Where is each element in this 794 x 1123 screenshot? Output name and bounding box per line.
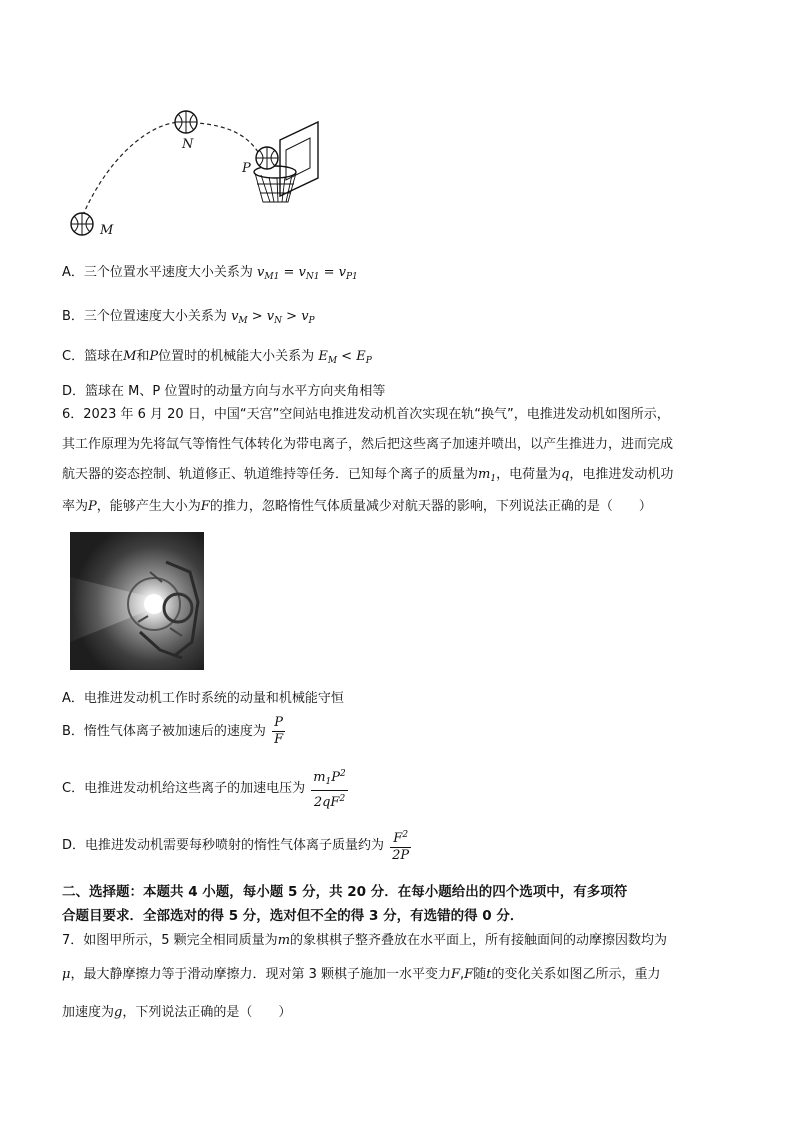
label-n: N xyxy=(182,137,194,152)
q5-option-a: A．三个位置水平速度大小关系为 $v_{M1} = v_{N1} = v_{P1}$ xyxy=(62,265,358,282)
q6-option-c: C．电推进发动机给这些离子的加速电压为 $\frac{m_1P^2}{2qF^2}$ xyxy=(62,766,348,811)
basketball-n-icon xyxy=(175,111,197,133)
q5-option-c: C．篮球在M和P位置时的机械能大小关系为 $E_M < E_P$ xyxy=(62,349,372,366)
q7-stem-line1: 7．如图甲所示，5 颗完全相同质量为m的象棋棋子整齐叠放在水平面上，所有接触面间的动摩擦因数均为 xyxy=(62,933,668,948)
label-p: P xyxy=(242,161,251,176)
section2-heading-line1: 二、选择题：本题共 4 小题，每小题 5 分，共 20 分．在每小题给出的四个选项中，有多项符 xyxy=(62,884,628,900)
trajectory-curve xyxy=(80,122,260,222)
q6-stem-line4: 率为P，能够产生大小为F的推力，忽略惰性气体质量减少对航天器的影响，下列说法正确的是（ ） xyxy=(62,499,652,514)
q7-stem-line2: μ，最大静摩擦力等于滑动摩擦力．现对第 3 颗棋子施加一水平变力F,F随t的变化关系如图乙所示，重力 xyxy=(62,967,661,982)
basketball-trajectory-figure xyxy=(60,100,350,250)
q6-stem-line2: 其工作原理为先将氙气等惰性气体转化为带电离子，然后把这些离子加速并喷出，以产生推进力，进而完成 xyxy=(62,437,674,452)
q6-stem-line1: 6．2023 年 6 月 20 日，中国“天宫”空间站电推进发动机首次实现在轨“换气”，电推进发动机如图所示， xyxy=(62,407,670,422)
label-m: M xyxy=(100,223,114,238)
basketball-p-icon xyxy=(256,147,278,169)
q6-option-a: A．电推进发动机工作时系统的动量和机械能守恒 xyxy=(62,691,344,706)
basketball-m-icon xyxy=(71,213,93,235)
q5-option-d: D．篮球在 M、P 位置时的动量方向与水平方向夹角相等 xyxy=(62,384,386,399)
q6-option-d: D．电推进发动机需要每秒喷射的惰性气体离子质量约为 $\frac{F^2}{2P}$ xyxy=(62,826,411,866)
q6-option-b: B．惰性气体离子被加速后的速度为 $\frac{P}{F}$ xyxy=(62,715,284,747)
section2-heading-line2: 合题目要求．全部选对的得 5 分，选对但不全的得 3 分，有选错的得 0 分． xyxy=(62,908,524,924)
ion-thruster-photo xyxy=(70,532,204,670)
q7-stem-line3: 加速度为g，下列说法正确的是（ ） xyxy=(62,1005,292,1020)
q5-option-b: B．三个位置速度大小关系为 $v_M > v_N > v_P$ xyxy=(62,309,315,326)
q6-stem-line3: 航天器的姿态控制、轨道修正、轨道维持等任务．已知每个离子的质量为$m_1$，电荷量为q，电推进发动机功 xyxy=(62,467,674,484)
